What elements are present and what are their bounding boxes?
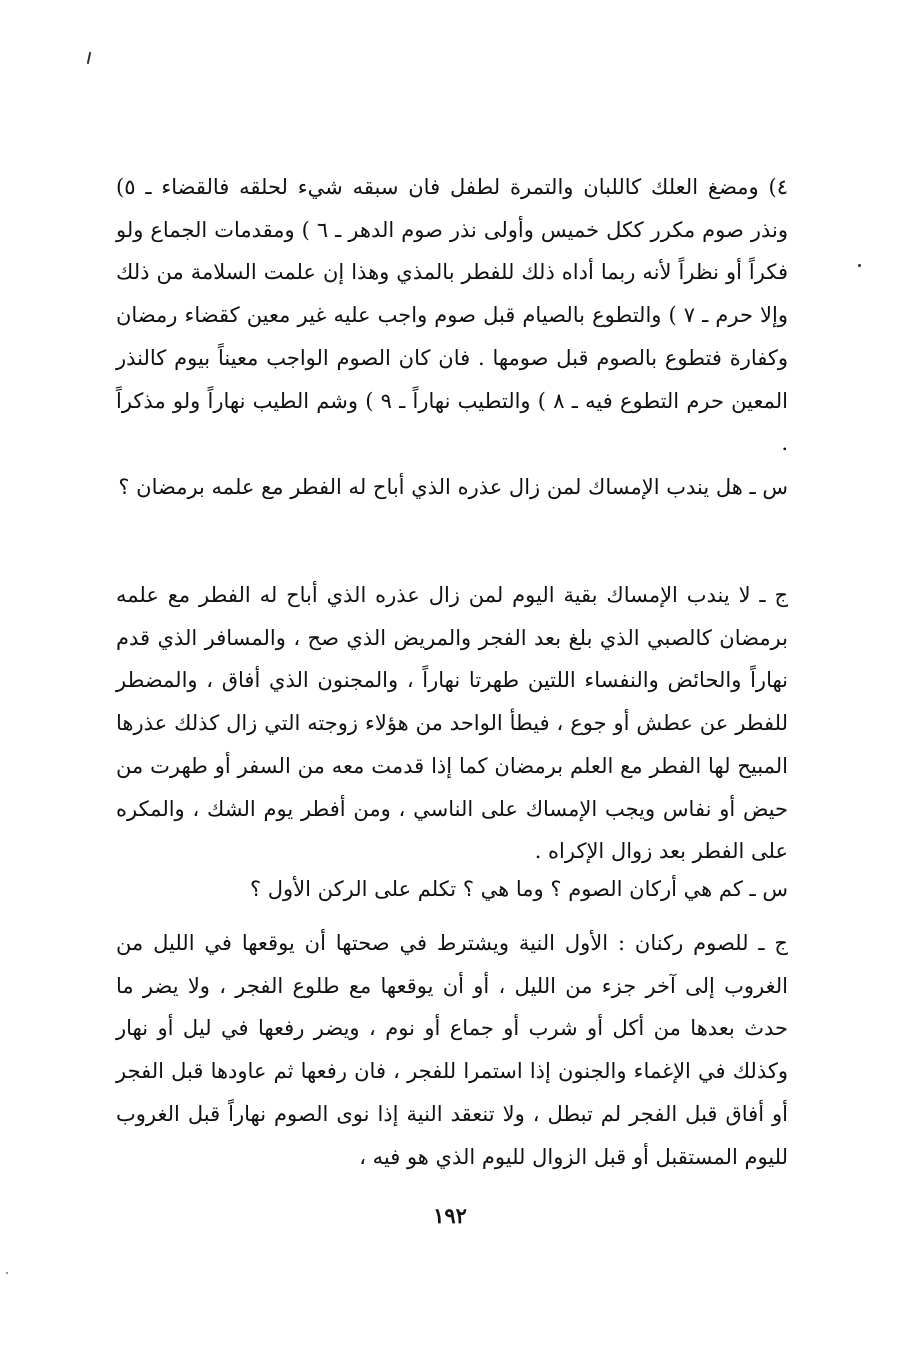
paragraph-fasting-disliked-acts: ٤) ومضغ العلك كاللبان والتمرة لطفل فان سبقه شيء لحلقه فالقضاء ـ ٥) ونذر صوم مكرر ككل خميس وأولى نذر صوم الدهر ـ ٦ ) ومقدمات الجماع ولو فكراً أو نظراً لأنه ربما أداه ذلك للفطر بالمذي وهذا إن علمت السلامة من ذلك وإلا حرم ـ ٧ ) والتطوع بالصيام قبل صوم واجب عليه غير معين كقضاء رمضان وكفارة فتطوع بالصوم قبل صومها . فان كان الصوم الواجب معيناً بيوم كالنذر المعين حرم التطوع فيه ـ ٨ ) والتطيب نهاراً ـ ٩ ) وشم الطيب نهاراً ولو مذكراً . <box>116 175 789 456</box>
answer-pillars-of-fasting: ج ـ للصوم ركنان : الأول النية ويشترط في صحتها أن يوقعها في الليل من الغروب إلى آخر جزء من الليل ، أو أن يوقعها مع طلوع الفجر ، ولا يضر ما حدث بعدها من أكل أو شرب أو جماع أو نوم ، ويضر رفعها في ليل أو نهار وكذلك في الإغماء والجنون إذا استمرا للفجر ، فان رفعها ثم عاودها قبل الفجر أو أفاق قبل الفجر لم تبطل ، ولا تنعقد النية إذا نوى الصوم نهاراً قبل الغروب لليوم المستقبل أو قبل الزوال لليوم الذي هو فيه ، <box>116 931 788 1169</box>
print-mark <box>87 52 91 64</box>
question-pillars-of-fasting: س ـ كم هي أركان الصوم ؟ وما هي ؟ تكلم على الركن الأول ؟ <box>249 877 788 901</box>
answer-abstaining: ج ـ لا يندب الإمساك بقية اليوم لمن زال عذره الذي أباح له الفطر مع علمه برمضان كالصبي الذي بلغ بعد الفجر والمريض الذي صح ، والمسافر الذي قدم نهاراً والحائض والنفساء اللتين طهرتا نهاراً ، والمجنون الذي أفاق ، والمضطر للفطر عن عطش أو جوع ، فيطأ الواحد من هؤلاء زوجته التي زال كذلك عذرها المبيح لها الفطر مع العلم برمضان كما إذا قدمت معه من السفر أو طهرت من حيض أو نفاس ويجب الإمساك على الناسي ، ومن أفطر يوم الشك ، والمكره على الفطر بعد زوال الإكراه . <box>116 583 788 864</box>
print-mark <box>6 1272 8 1274</box>
print-mark <box>858 264 861 267</box>
page-number: ١٩٢ <box>433 1203 467 1228</box>
question-abstaining: س ـ هل يندب الإمساك لمن زال عذره الذي أباح له الفطر مع علمه برمضان ؟ <box>118 475 788 499</box>
